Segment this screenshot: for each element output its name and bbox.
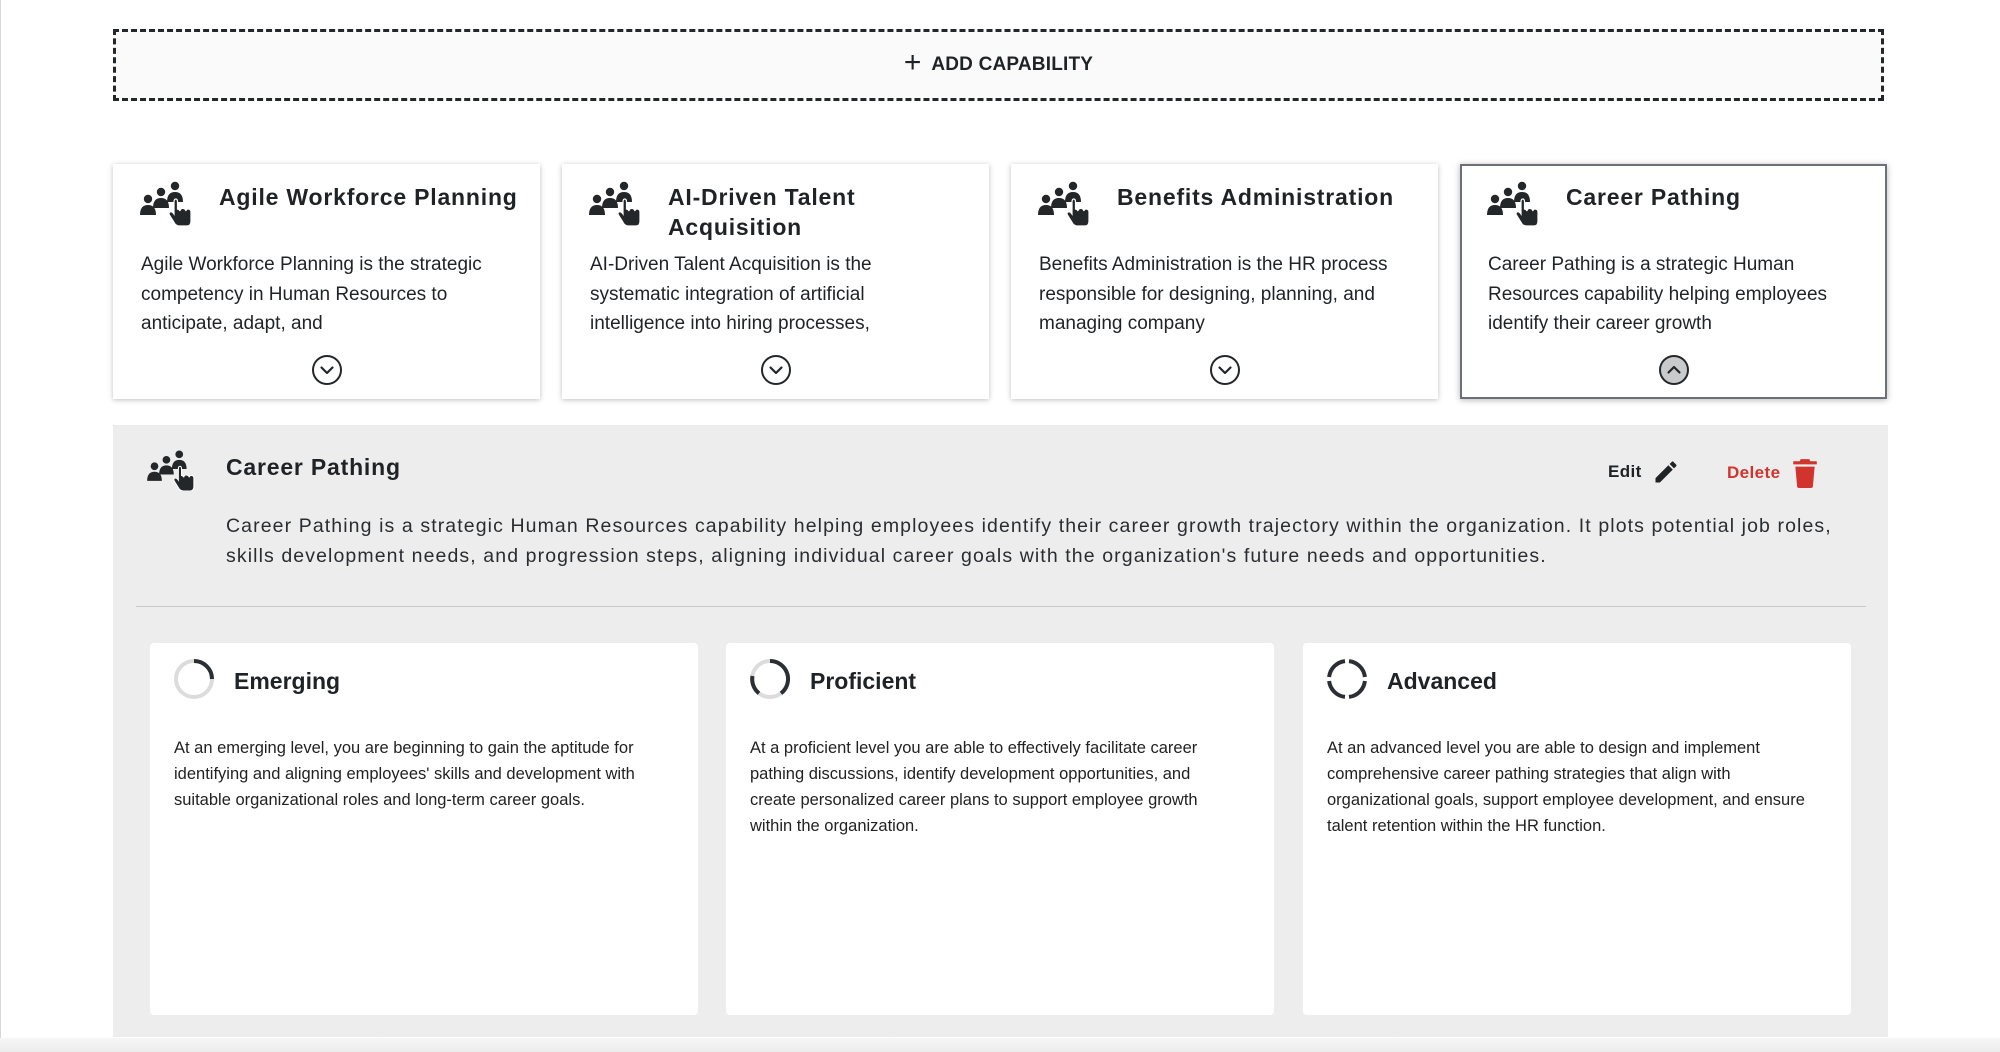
team-pointer-icon: [1037, 178, 1091, 226]
window-edge: [0, 0, 1, 1052]
level-card-advanced: [1303, 643, 1851, 1015]
capability-description: AI-Driven Talent Acquisition is the systematic integration of artificial intelligence into hiring processes,: [590, 254, 872, 334]
level-description: At a proficient level you are able to effectively facilitate career pathing discussions, identify development opportunities, and create personalized career plans to support employee growth within the organization.: [750, 739, 1198, 835]
edit-button[interactable]: [1608, 458, 1680, 486]
detail-title: Career Pathing: [226, 454, 401, 480]
capability-card-benefits-administration[interactable]: [1011, 164, 1438, 399]
chevron-down-circle-icon[interactable]: [311, 354, 343, 386]
capability-title: Benefits Administration: [1117, 184, 1394, 210]
divider: [136, 606, 1866, 607]
capability-detail-panel: [113, 425, 1888, 1037]
capability-title: AI-Driven Talent Acquisition: [668, 184, 856, 240]
capability-title: Career Pathing: [1566, 184, 1741, 210]
capability-description: Career Pathing is a strategic Human Resources capability helping employees identify their career growth: [1488, 254, 1828, 334]
pencil-icon: [1652, 458, 1680, 486]
level-title: Emerging: [234, 668, 341, 694]
team-pointer-icon: [588, 178, 642, 226]
delete-button[interactable]: [1727, 458, 1818, 488]
chevron-up-circle-icon[interactable]: [1658, 354, 1690, 386]
team-pointer-icon: [1486, 178, 1540, 226]
level-title: Proficient: [810, 668, 917, 694]
capability-card-ai-driven-talent-acquisition[interactable]: [562, 164, 989, 399]
level-title: Advanced: [1387, 668, 1497, 694]
team-pointer-icon: [146, 447, 196, 491]
level-card-emerging: [150, 643, 698, 1015]
capability-card-career-pathing[interactable]: [1460, 164, 1887, 399]
level-card-proficient: [726, 643, 1274, 1015]
detail-description: Career Pathing is a strategic Human Resources capability helping employees identify their career growth trajectory within the organization. It plots potential job roles, skills development needs, and progression steps, aligning individual career goals with the organization's future needs and opportunities.: [226, 515, 1832, 567]
plus-icon: +: [903, 46, 922, 79]
capability-description: Benefits Administration is the HR process responsible for designing, planning, and managing company: [1039, 254, 1388, 334]
chevron-down-circle-icon[interactable]: [1209, 354, 1241, 386]
progress-ring-low-icon: [172, 657, 216, 701]
edit-label: Edit: [1608, 462, 1642, 481]
window-bottom-edge: [0, 1038, 2000, 1052]
level-description: At an advanced level you are able to design and implement comprehensive career pathing strategies that align with organizational goals, support employee development, and ensure talent retention within the HR function.: [1327, 739, 1805, 835]
delete-label: Delete: [1727, 463, 1781, 482]
progress-ring-high-icon: [1325, 657, 1369, 701]
progress-ring-mid-icon: [748, 657, 792, 701]
capability-title: Agile Workforce Planning: [219, 184, 518, 210]
capability-card-agile-workforce-planning[interactable]: [113, 164, 540, 399]
chevron-down-circle-icon[interactable]: [760, 354, 792, 386]
capability-description: Agile Workforce Planning is the strategic competency in Human Resources to anticipate, adapt, and: [141, 254, 482, 334]
team-pointer-icon: [139, 178, 193, 226]
add-capability-button[interactable]: [113, 29, 1884, 101]
add-capability-label: ADD CAPABILITY: [931, 54, 1094, 75]
trash-icon: [1792, 458, 1818, 488]
level-description: At an emerging level, you are beginning to gain the aptitude for identifying and aligning employees' skills and development with suitable organizational roles and long-term career goals.: [174, 739, 635, 809]
